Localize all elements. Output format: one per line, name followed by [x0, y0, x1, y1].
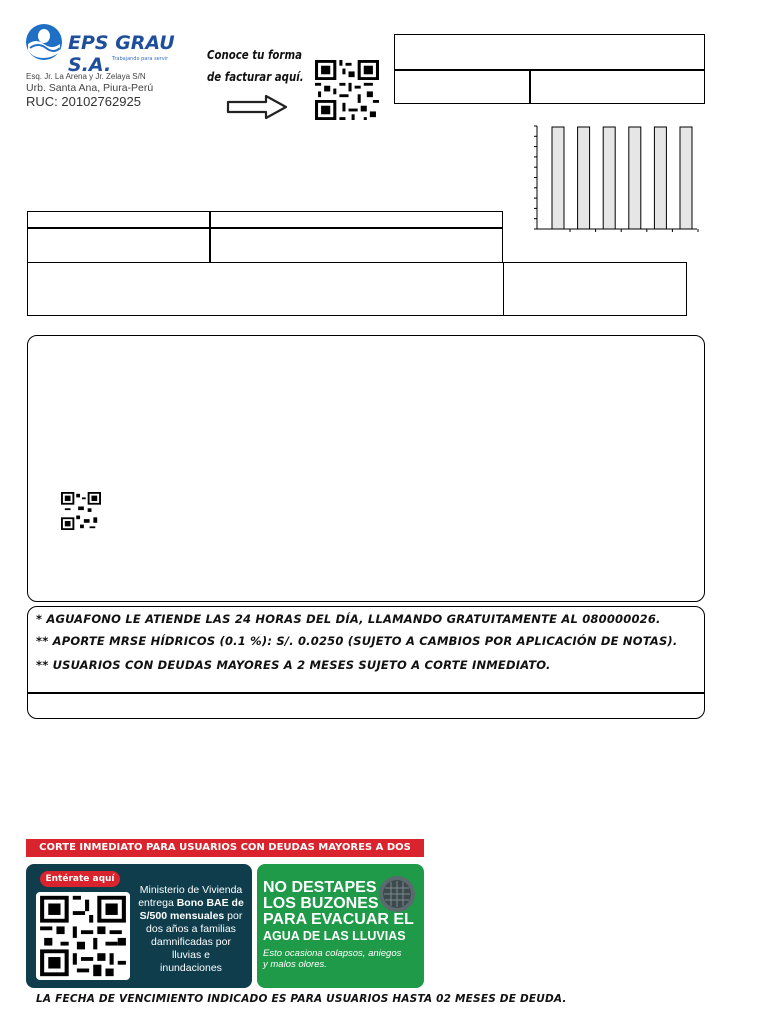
customer-box-divider-v — [529, 69, 531, 104]
total-box — [503, 262, 687, 316]
bono-text-line6: lluvias e — [172, 949, 210, 961]
bono-text-line3a: S/500 mensuales — [139, 910, 225, 922]
billing-promo-line1: Conoce tu forma — [207, 48, 302, 62]
bono-text-line4: dos años a familias — [146, 923, 236, 935]
customer-box-divider-h — [394, 69, 705, 71]
note-corte: ** USUARIOS CON DEUDAS MAYORES A 2 MESES SUJETO A CORTE INMEDIATO. — [36, 658, 551, 672]
buzones-sub-line1: Esto ocasiona colapsos, aniegos — [263, 948, 402, 959]
chart-bar — [603, 127, 615, 229]
account-info-table — [27, 211, 503, 263]
bono-panel — [26, 864, 252, 988]
account-info-header-line — [27, 227, 503, 229]
arrow-right-icon — [226, 94, 288, 120]
bono-text-line2a: entrega — [138, 897, 177, 909]
payment-qr-code[interactable] — [61, 492, 101, 530]
buzones-title-line3: PARA EVACUAR EL — [263, 911, 414, 928]
bono-text-line7: inundaciones — [160, 962, 222, 974]
billing-detail-panel — [27, 335, 705, 602]
consumption-chart — [532, 124, 702, 234]
company-name: EPS GRAU S.A. — [68, 32, 175, 76]
buzones-title-line1: NO DESTAPES — [263, 879, 377, 896]
bono-qr-code[interactable] — [36, 892, 130, 980]
company-ruc: RUC: 20102762925 — [26, 94, 141, 109]
enterate-badge[interactable] — [40, 871, 120, 887]
bono-text-line2b: Bono BAE de — [176, 897, 244, 909]
water-drop-logo-icon — [24, 22, 64, 62]
corte-banner — [26, 839, 424, 857]
buzones-sub-line2: y malos olores. — [263, 959, 327, 970]
billing-qr-code[interactable] — [315, 60, 379, 120]
chart-bar — [552, 127, 564, 229]
enterate-label: Entérate aquí — [45, 874, 115, 884]
note-aporte-mrse: ** APORTE MRSE HÍDRICOS (0.1 %): S/. 0.0250 (SUJETO A CAMBIOS POR APLICACIÓN DE NOTAS). — [36, 634, 678, 648]
bono-text-line3b: por — [224, 910, 243, 922]
notes-divider — [28, 692, 704, 694]
note-aguafono: * AGUAFONO LE ATIENDE LAS 24 HORAS DEL DÍA, LLAMANDO GRATUITAMENTE AL 080000026. — [36, 612, 661, 626]
billing-promo-line2: de facturar aquí. — [207, 70, 304, 84]
footer-note: LA FECHA DE VENCIMIENTO INDICADO ES PARA USUARIOS HASTA 02 MESES DE DEUDA. — [36, 993, 567, 1005]
chart-bar — [680, 127, 692, 229]
buzones-title-line4: AGUA DE LAS LLUVIAS — [263, 929, 406, 943]
bono-text-line1: Ministerio de Vivienda — [139, 884, 243, 896]
chart-bar — [629, 127, 641, 229]
account-info-divider — [209, 211, 211, 263]
buzones-panel — [257, 864, 424, 988]
bono-text-line5: damnificadas por — [151, 936, 231, 948]
buzones-title-line2: LOS BUZONES — [263, 895, 379, 912]
chart-bar — [654, 127, 666, 229]
company-address-line2: Urb. Santa Ana, Piura-Perú — [26, 82, 154, 94]
company-address-line1: Esq. Jr. La Arena y Jr. Zelaya S/N — [26, 72, 146, 81]
company-tagline: Trabajando para servir — [112, 56, 169, 62]
address-box — [27, 262, 504, 316]
chart-bar — [578, 127, 590, 229]
corte-banner-text: CORTE INMEDIATO PARA USUARIOS CON DEUDAS MAYORES A DOS — [39, 842, 411, 853]
